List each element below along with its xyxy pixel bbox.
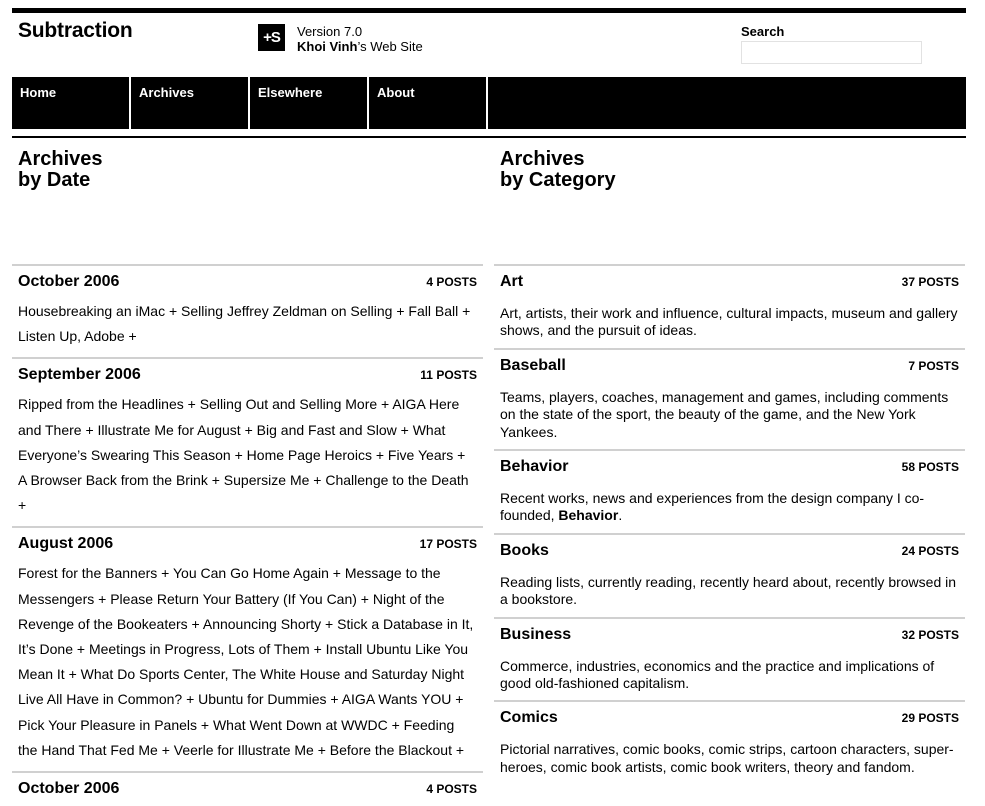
month-title[interactable]: October 2006 — [18, 273, 120, 290]
site-logo[interactable]: Subtraction — [18, 19, 133, 42]
date-archive-list — [12, 264, 483, 806]
version-label: Version 7.0 — [297, 24, 363, 39]
month-section — [12, 771, 483, 806]
nav-elsewhere[interactable]: Elsewhere — [250, 77, 369, 129]
category-section — [494, 449, 965, 533]
category-description: Teams, players, coaches, management and games, including comments on the state of the sport, the beauty of the game, and the New York Yankees. — [500, 388, 949, 440]
category-title[interactable]: Comics — [500, 709, 558, 727]
post-count: 29 POSTS — [901, 711, 959, 726]
category-title[interactable]: Art — [500, 273, 524, 290]
month-section — [12, 264, 483, 357]
month-title[interactable]: August 2006 — [18, 535, 114, 553]
category-section — [494, 533, 965, 617]
nav-about[interactable]: About — [369, 77, 488, 129]
author-name[interactable]: Khoi Vinh — [297, 39, 358, 54]
archives-by-date-heading: Archives by Date — [18, 148, 103, 191]
post-count: 58 POSTS — [901, 460, 959, 475]
site-suffix: ’s Web Site — [357, 39, 423, 54]
main-nav — [12, 77, 966, 129]
search-input[interactable] — [741, 41, 922, 64]
category-description: Art, artists, their work and influence, cultural impacts, museum and gallery shows, and the pursuit of ideas. — [500, 305, 958, 339]
post-list[interactable]: Ripped from the Headlines + Selling Out and Selling More + AIGA Here and There + Illustrate Me for August + Big and Fast and Slow + What Everyone’s Swearing This Season + Home Page Heroics + Five Years + A Browser Back from the Brink + Supersize Me + Challenge to the Death + — [18, 396, 469, 514]
post-count: 11 POSTS — [420, 368, 477, 383]
category-section — [494, 264, 965, 348]
search-label: Search — [741, 24, 785, 39]
post-count: 7 POSTS — [908, 358, 959, 373]
top-rule — [12, 8, 966, 13]
nav-home[interactable]: Home — [12, 77, 131, 129]
post-count: 24 POSTS — [901, 543, 959, 558]
nav-archives[interactable]: Archives — [131, 77, 250, 129]
post-list[interactable]: Forest for the Banners + You Can Go Home Again + Message to the Messengers + Please Return Your Battery (If You Can) + Night of the Revenge of the Bookeaters + Announcing Shorty + Stick a Database in It, It’s Done + Meetings in Progress, Lots of Them + Install Ubuntu Like You Mean It + What Do Sports Center, The White House and Saturday Night Live All Have in Common? + Ubuntu for Dummies + AIGA Wants YOU + Pick Your Pleasure in Panels + What Went Down at WWDC + Feeding the Hand That Fed Me + Veerle for Illustrate Me + Before the Blackout + — [18, 565, 474, 758]
month-section — [12, 526, 483, 771]
site-mark-icon[interactable]: +S — [258, 24, 285, 51]
category-title[interactable]: Books — [500, 541, 549, 559]
category-title[interactable]: Baseball — [500, 356, 566, 374]
month-section — [12, 357, 483, 526]
post-list[interactable]: Housebreaking an iMac + Selling Jeffrey Zeldman on Selling + Fall Ball + Listen Up, Adobe + — [18, 303, 471, 345]
category-description: Commerce, industries, economics and the practice and implications of good old-fashioned capitalism. — [500, 657, 935, 692]
category-title[interactable]: Business — [500, 625, 572, 643]
site-version — [297, 24, 423, 54]
category-archive-list — [494, 264, 965, 784]
category-title[interactable]: Behavior — [500, 458, 569, 476]
post-count: 37 POSTS — [901, 275, 959, 289]
category-description: Reading lists, currently reading, recently heard about, recently browsed in a bookstore. — [500, 573, 957, 608]
post-count: 17 POSTS — [419, 537, 477, 552]
post-count: 32 POSTS — [901, 627, 959, 642]
category-description: Pictorial narratives, comic books, comic strips, cartoon characters, super-heroes, comic book artists, comic book writers, theory and fandom. — [500, 741, 954, 775]
category-section — [494, 700, 965, 784]
month-title[interactable]: September 2006 — [18, 366, 141, 384]
nav-rule — [12, 136, 966, 138]
month-title[interactable]: October 2006 — [18, 780, 120, 798]
post-count: 4 POSTS — [426, 782, 477, 797]
category-section — [494, 617, 965, 701]
post-count: 4 POSTS — [426, 275, 477, 289]
category-section — [494, 348, 965, 449]
archives-by-category-heading: Archives by Category — [500, 148, 616, 191]
site-byline — [297, 39, 423, 54]
behavior-link[interactable]: Behavior — [558, 507, 619, 524]
category-description: Recent works, news and experiences from the design company I co-founded, Behavior. — [500, 490, 925, 524]
